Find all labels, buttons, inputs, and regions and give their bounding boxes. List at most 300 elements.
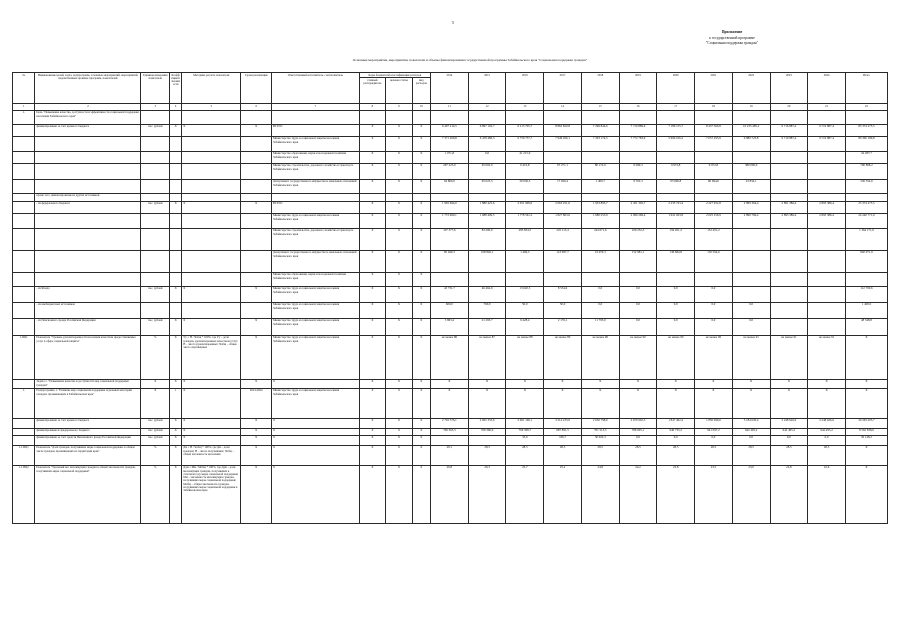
row-number — [13, 201, 35, 213]
row-year-value: 1 827 803,6 — [544, 213, 582, 228]
row-total: X — [845, 388, 887, 418]
row-year-value — [732, 193, 770, 201]
row-unit: % — [141, 335, 170, 379]
row-year-value: 41 215,9 — [506, 151, 544, 163]
row-year-value: 941 097,2 — [695, 428, 733, 435]
column-index-cell: 11 — [431, 104, 469, 110]
row-budget-code: X — [386, 302, 413, 318]
table-row — [13, 302, 888, 318]
row-number — [13, 193, 35, 201]
row-period: X — [241, 418, 272, 428]
row-year-value — [808, 286, 846, 302]
row-year-value: 2 451 302,7 — [619, 201, 657, 213]
header-budget-group: Коды бюджетной классификации расходов — [359, 73, 430, 78]
row-name: Показатель "Доля граждан, получивших меры социальной поддержки, в общем числе граждан, проживающих на территории края" — [35, 445, 141, 465]
row-year-value — [770, 302, 808, 318]
row-coefficient — [170, 302, 182, 318]
row-budget-code: X — [412, 201, 430, 213]
table-row — [13, 418, 888, 428]
row-executor: Министерство труда и социальной защиты населения Забайкальского края — [271, 318, 359, 335]
row-year-value — [619, 193, 657, 201]
row-name: кроме того, финансирование из других источников: — [35, 193, 141, 201]
row-year-value — [770, 318, 808, 335]
row-method — [182, 151, 241, 163]
row-year-value: 6 428,4 — [506, 318, 544, 335]
row-name: Показатель "Уровень удовлетворенности населения качеством предоставляемых услуг в сфере социальной защиты" — [35, 335, 141, 379]
table-body — [13, 110, 888, 523]
row-year-value: X — [808, 379, 846, 388]
row-year-value: 1 880 425,6 — [468, 201, 506, 213]
row-unit: X — [141, 379, 170, 388]
row-year-value — [619, 151, 657, 163]
row-year-value: 600,0 — [431, 302, 469, 318]
row-year-value: 0,0 — [619, 435, 657, 445]
row-year-value: 23,8 — [657, 465, 695, 523]
row-year-value: 46 464,9 — [468, 286, 506, 302]
row-period: X — [241, 428, 272, 435]
row-number: 1.1.ПЦ2 — [13, 465, 35, 523]
row-year-value: 28,5 — [581, 445, 619, 465]
header-year: 2024 — [808, 73, 846, 104]
row-executor: ВСЕГО — [271, 124, 359, 136]
row-year-value — [808, 179, 846, 193]
row-year-value: 28,5 — [544, 445, 582, 465]
row-budget-code: X — [359, 151, 386, 163]
row-year-value: 0,0 — [581, 286, 619, 302]
row-year-value — [544, 193, 582, 201]
row-year-value: 28,5 — [808, 445, 846, 465]
row-period: X — [241, 318, 272, 335]
row-year-value: 0,0 — [808, 435, 846, 445]
row-unit — [141, 228, 170, 250]
row-year-value: 2 893 386,4 — [770, 213, 808, 228]
table-row — [13, 286, 888, 302]
row-year-value: X — [544, 379, 582, 388]
row-year-value: 942 495,2 — [808, 428, 846, 435]
row-unit: тыс. рублей — [141, 418, 170, 428]
row-year-value: 106,7 — [544, 435, 582, 445]
row-year-value: не менее 90 — [695, 335, 733, 379]
row-executor: Министерство труда и социальной защиты населения Забайкальского края — [271, 388, 359, 418]
row-year-value: 2 227 952,8 — [695, 201, 733, 213]
table-row — [13, 465, 888, 523]
row-budget-code: X — [386, 124, 413, 136]
row-budget-code: X — [412, 388, 430, 418]
row-year-value: не менее 87 — [468, 335, 506, 379]
row-year-value: не менее 88 — [506, 335, 544, 379]
row-unit: тыс. рублей — [141, 318, 170, 335]
row-year-value: 11 793,0 — [581, 318, 619, 335]
row-year-value: 0,0 — [695, 318, 733, 335]
row-year-value — [544, 272, 582, 286]
row-coefficient — [170, 213, 182, 228]
row-year-value: 0,0 — [657, 435, 695, 445]
row-year-value: 7 371 209,8 — [431, 136, 469, 151]
row-year-value — [506, 193, 544, 201]
row-executor: Министерство образования, науки и молодежной политики Забайкальского края — [271, 151, 359, 163]
row-total: 24 240 771,9 — [845, 213, 887, 228]
row-year-value: 2 248 626,6 — [770, 418, 808, 428]
row-budget-code: X — [412, 124, 430, 136]
row-unit — [141, 213, 170, 228]
column-index-cell: 1 — [13, 104, 35, 110]
row-unit: % — [141, 445, 170, 465]
row-year-value: 2 702 376,1 — [431, 418, 469, 428]
row-year-value: 60 094,6 — [695, 179, 733, 193]
row-year-value: 796 365,3 — [431, 428, 469, 435]
row-year-value — [808, 151, 846, 163]
row-year-value: X — [770, 388, 808, 418]
row-coefficient — [170, 163, 182, 179]
row-year-value: 1 850 099,6 — [695, 418, 733, 428]
table-row — [13, 228, 888, 250]
row-year-value: 9 716 887,4 — [770, 124, 808, 136]
row-year-value: X — [468, 379, 506, 388]
row-year-value: 26,8 — [431, 465, 469, 523]
row-budget-code: X — [386, 250, 413, 272]
header-unit: Единица измерения показателя — [141, 73, 170, 104]
row-executor: Министерство труда и социальной защиты населения Забайкальского края — [271, 302, 359, 318]
row-year-value: X — [468, 388, 506, 418]
row-budget-code: X — [412, 428, 430, 435]
row-year-value: не менее 90 — [619, 335, 657, 379]
row-year-value: 80 172,9 — [581, 163, 619, 179]
row-year-value: 23,0 — [732, 465, 770, 523]
row-coefficient: X — [170, 124, 182, 136]
row-year-value: 942 495,2 — [732, 428, 770, 435]
row-period: X — [241, 124, 272, 136]
row-year-value: 13 620,5 — [506, 286, 544, 302]
row-budget-code: X — [412, 228, 430, 250]
row-year-value: X — [544, 388, 582, 418]
row-year-value — [770, 228, 808, 250]
row-unit: X — [141, 388, 170, 418]
row-budget-code: X — [386, 163, 413, 179]
row-total: 29 263 205,7 — [845, 418, 887, 428]
row-budget-code: X — [386, 388, 413, 418]
column-index-cell: 22 — [845, 104, 887, 110]
row-method: X — [182, 124, 241, 136]
row-unit: тыс. рублей — [141, 428, 170, 435]
header-name: Наименование целей, задач, подпрограмм, основных мероприятий, мероприятий, ведомственных целевых программ, показателей — [35, 73, 141, 104]
row-year-value: 2 890 784,4 — [732, 213, 770, 228]
column-index-cell: 13 — [506, 104, 544, 110]
row-year-value: X — [657, 388, 695, 418]
row-number — [13, 272, 35, 286]
row-method — [182, 302, 241, 318]
row-total: 790 808,2 — [845, 163, 887, 179]
row-year-value: 701 513,5 — [581, 428, 619, 435]
row-coefficient — [170, 228, 182, 250]
header-executor: Ответственный исполнитель, соисполнитель — [271, 73, 359, 104]
row-year-value: X — [619, 388, 657, 418]
row-executor: X — [271, 445, 359, 465]
table-row — [13, 163, 888, 179]
row-name: финансирование за счет краевого бюджета — [35, 124, 141, 136]
row-number: 1. — [13, 110, 35, 124]
row-coefficient — [170, 250, 182, 272]
row-budget-code: X — [359, 124, 386, 136]
header-coef: Коэффициент значимости — [170, 73, 182, 104]
row-unit — [141, 136, 170, 151]
row-budget-code: X — [359, 228, 386, 250]
row-year-value — [695, 193, 733, 201]
table-row — [13, 213, 888, 228]
row-period — [241, 228, 272, 250]
row-year-value: 50,0 — [544, 302, 582, 318]
row-budget-code: X — [359, 465, 386, 523]
row-year-value: 23 070,3 — [581, 250, 619, 272]
row-year-value: 0,0 — [732, 318, 770, 335]
row-year-value: 43 731,7 — [431, 286, 469, 302]
row-name — [35, 179, 141, 193]
row-year-value: 225 115,4 — [544, 228, 582, 250]
column-index-cell: 9 — [386, 104, 413, 110]
row-year-value: 0,0 — [619, 302, 657, 318]
row-year-value — [770, 272, 808, 286]
column-index-cell: 21 — [808, 104, 846, 110]
row-year-value: 2 891 386,4 — [770, 201, 808, 213]
row-executor: ВСЕГО — [271, 201, 359, 213]
row-budget-code: X — [386, 201, 413, 213]
row-year-value — [431, 272, 469, 286]
row-coefficient: X — [170, 335, 182, 379]
table-row — [13, 272, 888, 286]
row-year-value: 1 400,7 — [581, 179, 619, 193]
row-method: X — [182, 201, 241, 213]
row-year-value: 30 022,3 — [581, 435, 619, 445]
row-year-value — [770, 286, 808, 302]
row-total: 336 354,6 — [845, 179, 887, 193]
row-year-value: X — [619, 379, 657, 388]
row-period — [241, 272, 272, 286]
row-name — [35, 163, 141, 179]
column-index-cell: 7 — [271, 104, 359, 110]
row-unit — [141, 151, 170, 163]
row-year-value: X — [770, 379, 808, 388]
row-year-value — [732, 250, 770, 272]
row-year-value: 152 201,2 — [695, 228, 733, 250]
row-total — [845, 272, 887, 286]
row-executor: Министерство труда и социальной защиты населения Забайкальского края — [271, 213, 359, 228]
row-budget-code: X — [412, 213, 430, 228]
row-year-value: 21 293,7 — [468, 318, 506, 335]
row-year-value: 8 437 360,8 — [695, 124, 733, 136]
row-number — [13, 435, 35, 445]
row-name: финансирование за счет краевого бюджета — [35, 418, 141, 428]
row-budget-code: X — [386, 213, 413, 228]
row-budget-code — [386, 193, 413, 201]
row-number — [13, 151, 35, 163]
row-year-value: 2 063 251,6 — [544, 201, 582, 213]
row-executor: Министерство строительства, дорожного хозяйства и транспорта Забайкальского края — [271, 163, 359, 179]
row-method — [182, 193, 241, 201]
header-budget-col: целевая статья — [386, 78, 413, 104]
row-year-value: 0,0 — [581, 302, 619, 318]
row-number — [13, 163, 35, 179]
row-number — [13, 213, 35, 228]
column-index-cell: 12 — [468, 104, 506, 110]
row-number: 1. — [13, 388, 35, 418]
row-coefficient — [170, 179, 182, 193]
row-number — [13, 124, 35, 136]
row-budget-code: X — [359, 201, 386, 213]
row-year-value: 9 719 887,4 — [770, 136, 808, 151]
row-year-value: 9 719 887,4 — [808, 124, 846, 136]
row-year-value — [619, 272, 657, 286]
row-coefficient — [170, 272, 182, 286]
row-year-value — [808, 163, 846, 179]
row-coefficient: 1 — [170, 388, 182, 418]
row-budget-code: X — [359, 136, 386, 151]
row-year-value: 1 496,3 — [506, 250, 544, 272]
row-year-value — [581, 193, 619, 201]
row-budget-code: X — [359, 286, 386, 302]
row-year-value — [770, 151, 808, 163]
row-number — [13, 302, 35, 318]
row-period — [241, 193, 272, 201]
row-budget-code: X — [386, 465, 413, 523]
header-num: № — [13, 73, 35, 104]
table-row — [13, 388, 888, 418]
row-year-value — [544, 110, 582, 124]
row-year-value: 2 679 902,3 — [619, 418, 657, 428]
row-year-value: 152 981,1 — [619, 250, 657, 272]
column-index-cell: 16 — [619, 104, 657, 110]
row-year-value — [770, 163, 808, 179]
row-year-value: 25,2 — [544, 465, 582, 523]
row-total: 42 287,7 — [845, 151, 887, 163]
column-index-cell: 8 — [359, 104, 386, 110]
row-budget-code: X — [412, 335, 430, 379]
row-coefficient — [170, 110, 182, 124]
row-total: X — [845, 445, 887, 465]
row-period — [241, 136, 272, 151]
row-executor: X — [271, 418, 359, 428]
row-budget-code: X — [412, 302, 430, 318]
appendix-title: Приложение — [721, 30, 743, 34]
page-number: 5 — [452, 20, 454, 25]
row-total: 30 148,2 — [845, 435, 887, 445]
row-budget-code: X — [359, 435, 386, 445]
row-year-value: 83 200,0 — [468, 228, 506, 250]
row-budget-code: X — [359, 418, 386, 428]
row-year-value — [581, 151, 619, 163]
table-row — [13, 379, 888, 388]
row-year-value — [695, 151, 733, 163]
row-total: 840 971,9 — [845, 250, 887, 272]
row-total: X — [845, 379, 887, 388]
row-year-value: 7 303 174,5 — [581, 136, 619, 151]
column-index-cell: 15 — [581, 104, 619, 110]
row-budget-code: X — [359, 163, 386, 179]
row-year-value — [468, 435, 506, 445]
row-year-value: 136 684,8 — [657, 250, 695, 272]
row-budget-code: X — [359, 318, 386, 335]
row-budget-code: X — [359, 428, 386, 435]
header-year: 2022 — [732, 73, 770, 104]
header-year: 2020 — [657, 73, 695, 104]
row-method: X — [182, 318, 241, 335]
row-name: Подпрограмма 1. "Развитие мер социальной поддержки отдельных категорий граждан, проживающих в Забайкальском крае" — [35, 388, 141, 418]
appendix-line: к государственной программе — [709, 35, 755, 40]
row-year-value: 708 360,9 — [468, 428, 506, 435]
row-year-value: 1 941 623,8 — [657, 213, 695, 228]
row-year-value: 94 800,0 — [431, 179, 469, 193]
row-total — [845, 193, 887, 201]
row-year-value: 700,0 — [468, 302, 506, 318]
row-number — [13, 228, 35, 250]
row-period: X — [241, 379, 272, 388]
row-year-value: 3 184 020,4 — [732, 418, 770, 428]
row-year-value: 67 271,1 — [544, 163, 582, 179]
table-row — [13, 435, 888, 445]
row-coefficient: X — [170, 201, 182, 213]
row-year-value — [732, 110, 770, 124]
row-year-value: 7 057 293,9 — [695, 136, 733, 151]
row-year-value: не менее 86 — [431, 335, 469, 379]
header-year: 2017 — [544, 73, 582, 104]
row-year-value: 28,5 — [506, 445, 544, 465]
row-year-value: 28,3 — [468, 445, 506, 465]
row-year-value — [695, 110, 733, 124]
column-index-cell: 17 — [657, 104, 695, 110]
row-year-value: 1 772 960,1 — [431, 213, 469, 228]
row-year-value: 5 996 016,2 — [657, 136, 695, 151]
row-budget-code: X — [412, 250, 430, 272]
row-year-value: 2 605 333,9 — [468, 418, 506, 428]
row-year-value: X — [506, 379, 544, 388]
column-index-cell: 2 — [35, 104, 141, 110]
row-unit — [141, 179, 170, 193]
row-number — [13, 179, 35, 193]
row-method — [182, 272, 241, 286]
column-index-cell: 19 — [732, 104, 770, 110]
row-period: X — [241, 435, 272, 445]
row-year-value: 8 534,6 — [544, 286, 582, 302]
row-coefficient — [170, 193, 182, 201]
row-year-value: 1 953 895,7 — [581, 201, 619, 213]
row-year-value: 6 410,8 — [506, 163, 544, 179]
row-coefficient: X — [170, 445, 182, 465]
table-row — [13, 151, 888, 163]
row-year-value: 0,0 — [732, 302, 770, 318]
row-coefficient: X — [170, 435, 182, 445]
row-budget-code: X — [412, 136, 430, 151]
row-year-value: 28,1 — [431, 445, 469, 465]
column-index-cell: 6 — [241, 104, 272, 110]
row-year-value: не менее 90 — [581, 335, 619, 379]
column-index-cell: 4 — [170, 104, 182, 110]
row-budget-code: X — [386, 136, 413, 151]
row-year-value — [770, 110, 808, 124]
row-year-value — [468, 193, 506, 201]
row-coefficient: X — [170, 379, 182, 388]
row-budget-code: X — [412, 445, 430, 465]
row-year-value: X — [732, 388, 770, 418]
row-name: Задача 1. "Повышение качества и доступности мер социальной поддержки граждан" — [35, 379, 141, 388]
row-year-value: 1 778 561,2 — [506, 213, 544, 228]
row-year-value: 1 688 409,5 — [468, 213, 506, 228]
row-period: X — [241, 445, 272, 465]
row-budget-code: X — [386, 318, 413, 335]
column-index-cell: 10 — [412, 104, 430, 110]
row-number — [13, 379, 35, 388]
row-year-value: 9 589,3 — [619, 163, 657, 179]
row-unit — [141, 302, 170, 318]
row-year-value: 109 252,3 — [619, 228, 657, 250]
row-year-value — [808, 228, 846, 250]
